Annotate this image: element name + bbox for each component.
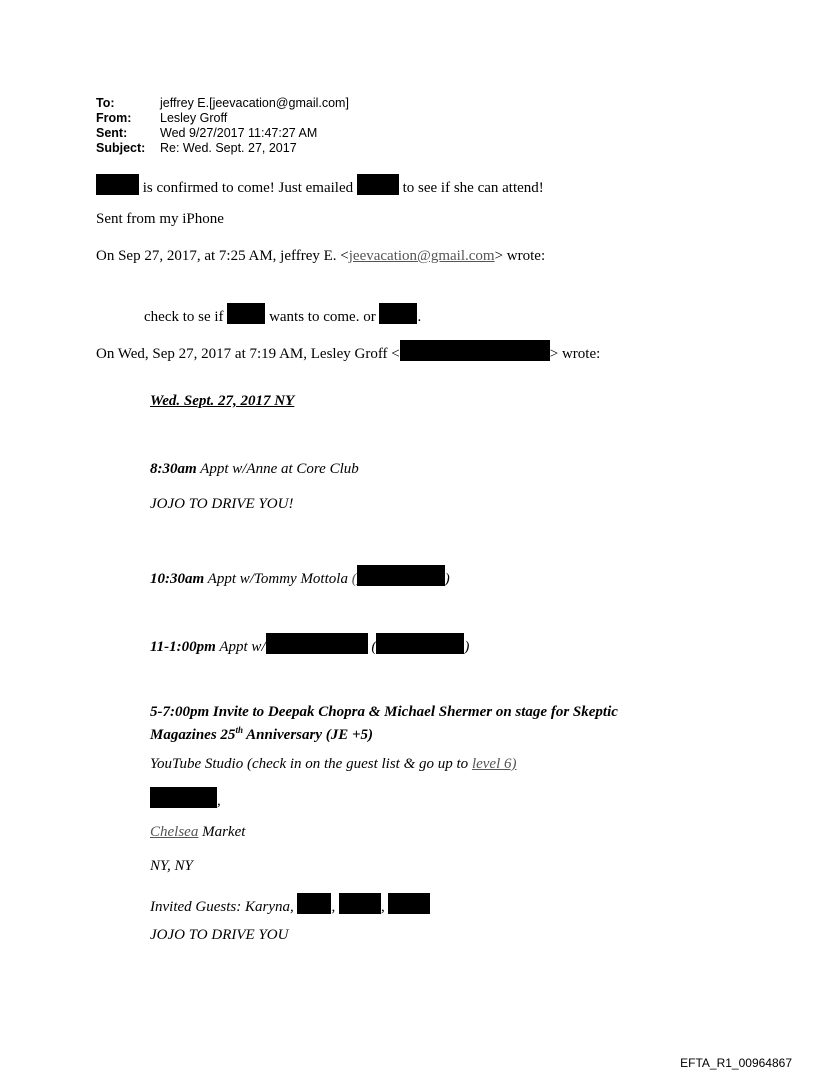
check-text-2: wants to come. or — [269, 309, 376, 325]
redaction-box — [379, 303, 417, 324]
redaction-box — [266, 633, 368, 654]
redaction-box — [227, 303, 265, 324]
item4-line2b: Anniversary (JE +5) — [242, 727, 374, 743]
market-line — [150, 824, 245, 841]
signature: Sent from my iPhone — [96, 211, 224, 227]
item2-paren-close: ) — [444, 571, 450, 587]
quote-header-1 — [96, 248, 545, 265]
reply-line — [96, 174, 544, 197]
item1-note: JOJO TO DRIVE YOU! — [150, 496, 294, 512]
address-line — [150, 787, 221, 810]
subject-label: Subject: — [96, 141, 146, 155]
check-text-1: check to se if — [144, 309, 224, 325]
schedule-item-1 — [150, 461, 359, 478]
from-value: Lesley Groff — [160, 111, 228, 125]
level-link[interactable]: level 6) — [471, 756, 517, 772]
schedule-item-4 — [150, 703, 618, 744]
item3-paren-close: ) — [464, 639, 470, 655]
item4-line2 — [150, 721, 618, 744]
item3-time: 11-1:00pm — [150, 639, 216, 655]
to-value: jeffrey E.[jeevacation@gmail.com] — [160, 96, 349, 110]
address-comma: , — [217, 793, 221, 809]
schedule-item-3 — [150, 633, 469, 656]
redaction-box — [400, 340, 550, 361]
schedule-item-2 — [150, 565, 450, 588]
redaction-box — [376, 633, 464, 654]
guests-line — [150, 893, 430, 916]
redaction-box — [357, 565, 445, 586]
chelsea-link[interactable]: Chelsea — [150, 824, 199, 840]
venue-prefix: YouTube Studio (check in on the guest list & go up to — [150, 756, 472, 772]
redaction-box — [339, 893, 381, 914]
item1-text: Appt w/Anne at Core Club — [196, 461, 359, 477]
quote2-suffix: > wrote: — [549, 346, 601, 362]
guests-prefix: Invited Guests: Karyna, — [150, 899, 298, 915]
to-label: To: — [96, 96, 115, 110]
item4-line2a: Magazines 25 — [150, 727, 236, 743]
quote1-suffix: > wrote: — [494, 248, 546, 264]
subject-value: Re: Wed. Sept. 27, 2017 — [160, 141, 297, 155]
item1-time: 8:30am — [150, 461, 197, 477]
city-line: NY, NY — [150, 858, 193, 874]
item3-paren-open: ( — [367, 639, 377, 655]
market-rest: Market — [198, 824, 246, 840]
item2-text: Appt w/Tommy Mottola — [204, 571, 352, 587]
item2-time: 10:30am — [150, 571, 205, 587]
redaction-box — [297, 893, 331, 914]
sent-value: Wed 9/27/2017 11:47:27 AM — [160, 126, 318, 140]
final-note: JOJO TO DRIVE YOU — [150, 927, 289, 943]
redaction-box — [96, 174, 139, 195]
sent-label: Sent: — [96, 126, 128, 140]
quote-header-2 — [96, 340, 600, 363]
reply-text-2: to see if she can attend! — [402, 180, 544, 196]
item2-paren-open: ( — [351, 571, 357, 587]
quote2-prefix: On Wed, Sep 27, 2017 at 7:19 AM, Lesley Groff < — [96, 346, 400, 362]
guests-sep-1: , — [331, 899, 336, 915]
guests-sep-2: , — [380, 899, 385, 915]
item3-text: Appt w/ — [215, 639, 266, 655]
redaction-box — [150, 787, 217, 808]
email-link[interactable]: jeevacation@gmail.com — [348, 248, 495, 264]
redaction-box — [357, 174, 399, 195]
check-text-3: . — [417, 309, 422, 325]
redaction-box — [388, 893, 430, 914]
check-line — [144, 303, 421, 326]
item4-line1: 5-7:00pm Invite to Deepak Chopra & Michael Shermer on stage for Skeptic — [150, 704, 618, 720]
item4-sup: th — [235, 725, 243, 735]
from-label: From: — [96, 111, 132, 125]
venue-line — [150, 756, 517, 773]
quote1-prefix: On Sep 27, 2017, at 7:25 AM, jeffrey E. < — [96, 248, 349, 264]
document-id: EFTA_R1_00964867 — [680, 1056, 792, 1070]
schedule-date-heading: Wed. Sept. 27, 2017 NY — [150, 393, 295, 409]
reply-text-1: is confirmed to come! Just emailed — [142, 180, 354, 196]
